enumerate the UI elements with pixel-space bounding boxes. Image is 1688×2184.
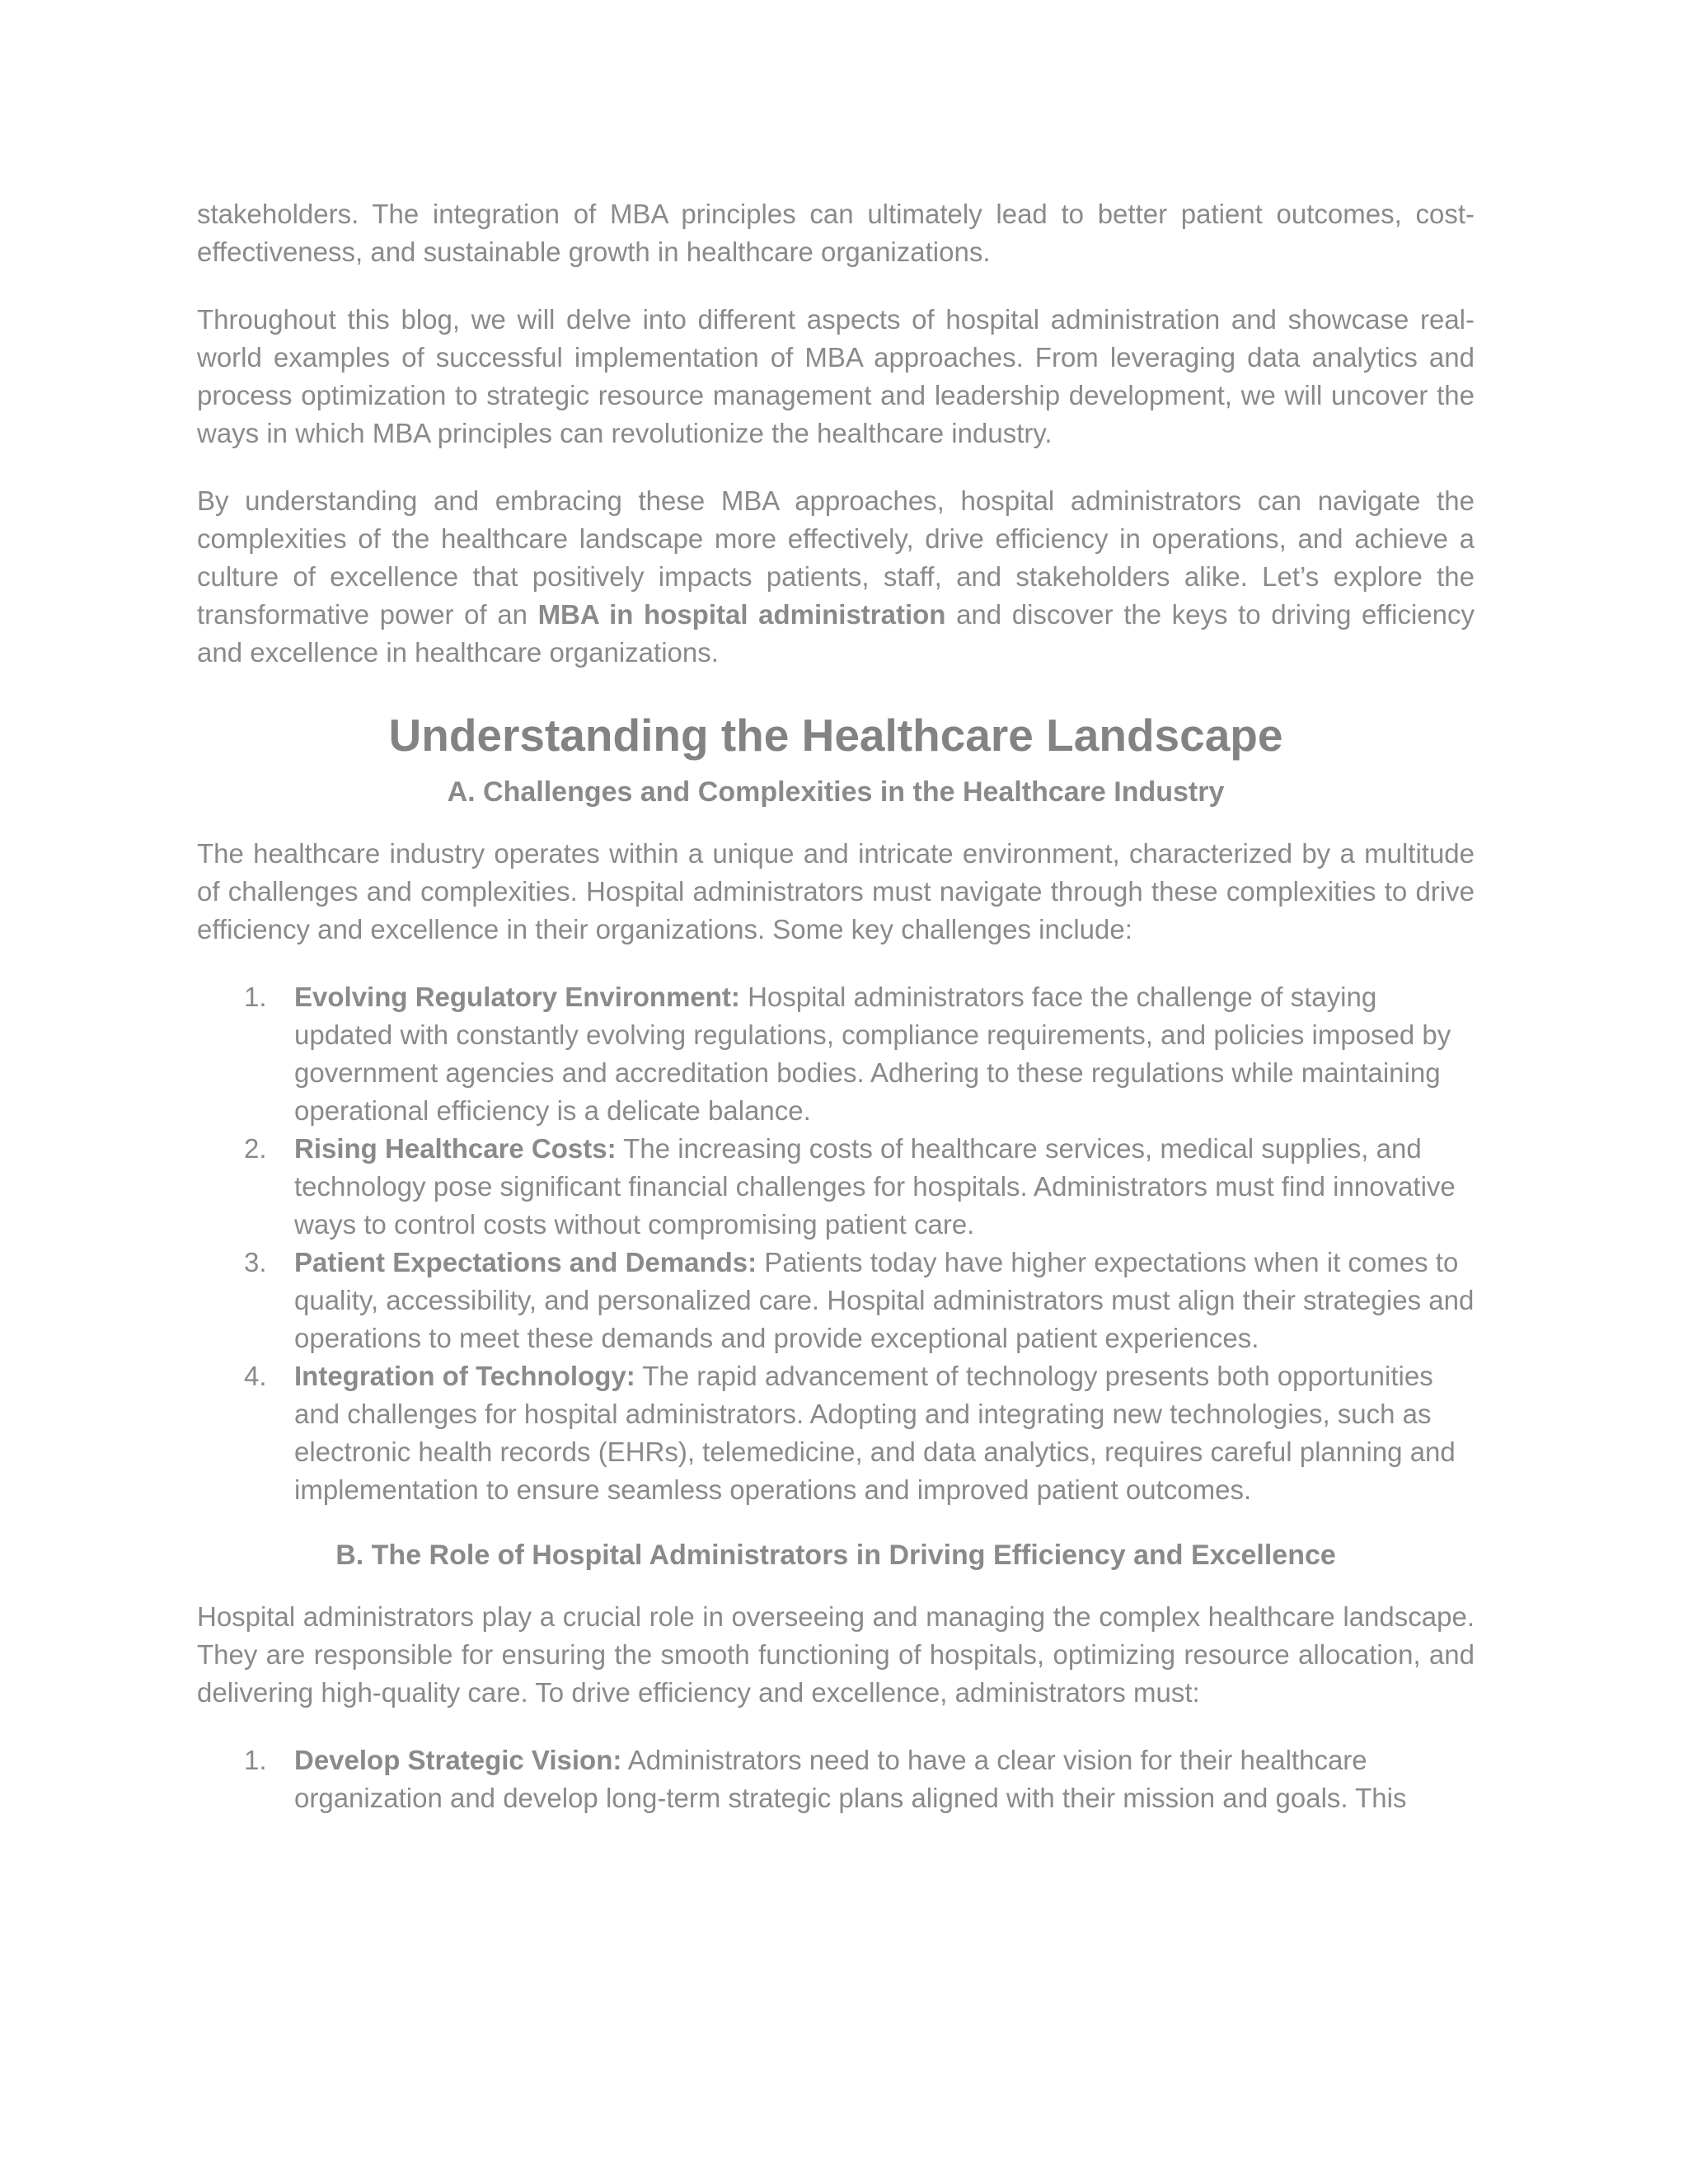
list-item-text: The rapid advancement of technology presents both opportunities and challenges for hospital administrators. Adopting and integrating new technologies, such as electronic health records (EHRs), telemedicine, and data analytics, requires careful planning and implementation to ensure seamless operations and improved patient outcomes. [294, 1361, 1456, 1505]
list-item [197, 1741, 1475, 1817]
paragraph-intro-1: stakeholders. The integration of MBA principles can ultimately lead to better patient outcomes, cost-effectiveness, and sustainable growth in healthcare organizations. [197, 199, 1475, 267]
list-item [197, 1130, 1475, 1244]
subheading-a: A. Challenges and Complexities in the Healthcare Industry [447, 776, 1225, 808]
list-number: 2. [244, 1133, 267, 1164]
list-item-heading: Rising Healthcare Costs: [294, 1133, 617, 1164]
paragraph-intro-3-lead: By understanding and embracing these MBA approaches, hospital administrators can navigate the complexities of the healthcare landscape more effectively, drive efficiency in operations, and achieve a culture of excellence that positively impacts patients, staff, and stakeholders alike. Let’s explore the transformative power of an [197, 485, 1475, 630]
list-item-text: Patients today have higher expectations when it comes to quality, accessibility, and personalized care. Hospital administrators must align their strategies and operations to meet these demands and provide exceptional patient experiences. [294, 1247, 1475, 1353]
paragraph-intro-3-tail: and discover the keys to driving efficiency and excellence in healthcare organizations. [197, 599, 1475, 668]
list-item-heading: Patient Expectations and Demands: [294, 1247, 757, 1277]
paragraph-role-intro: Hospital administrators play a crucial role in overseeing and managing the complex healthcare landscape. They are responsible for ensuring the smooth functioning of hospitals, optimizing resource allocation, and delivering high-quality care. To drive efficiency and excellence, administrators must: [197, 1601, 1475, 1708]
list-number: 3. [244, 1247, 267, 1277]
list-item-text: The increasing costs of healthcare services, medical supplies, and technology pose significant financial challenges for hospitals. Administrators must find innovative ways to control costs without compromising patient care. [294, 1133, 1456, 1240]
list-number: 4. [244, 1361, 267, 1391]
paragraph-challenges-intro: The healthcare industry operates within a unique and intricate environment, characterized by a multitude of challenges and complexities. Hospital administrators must navigate through these complexities to drive efficiency and excellence in their organizations. Some key challenges include: [197, 838, 1475, 944]
challenges-list [197, 978, 1475, 1509]
paragraph-intro-3 [197, 482, 1475, 672]
paragraph-intro-2: Throughout this blog, we will delve into different aspects of hospital administration and showcase real-world examples of successful implementation of MBA approaches. From leveraging data analytics and process optimization to strategic resource management and leadership development, we will uncover the ways in which MBA principles can revolutionize the healthcare industry. [197, 304, 1475, 448]
list-item [197, 1244, 1475, 1357]
list-item-heading: Integration of Technology: [294, 1361, 635, 1391]
list-item [197, 978, 1475, 1130]
administrator-duties-list [197, 1741, 1475, 1817]
keyword-mba-hospital-administration: MBA in hospital administration [537, 599, 946, 630]
list-item-text: Hospital administrators face the challenge of staying updated with constantly evolving regulations, compliance requirements, and policies imposed by government agencies and accreditation bodies. Adhering to these regulations while maintaining operational efficiency is a delicate balance. [294, 982, 1451, 1126]
list-item-heading: Evolving Regulatory Environment: [294, 982, 740, 1012]
section-title: Understanding the Healthcare Landscape [388, 710, 1283, 761]
subheading-b: B. The Role of Hospital Administrators in Driving Efficiency and Excellence [335, 1540, 1336, 1571]
list-item [197, 1357, 1475, 1509]
list-number: 1. [244, 982, 267, 1012]
list-item-text: Administrators need to have a clear vision for their healthcare organization and develop long-term strategic plans aligned with their mission and goals. This [294, 1745, 1407, 1813]
list-item-heading: Develop Strategic Vision: [294, 1745, 622, 1775]
list-number: 1. [244, 1745, 267, 1775]
